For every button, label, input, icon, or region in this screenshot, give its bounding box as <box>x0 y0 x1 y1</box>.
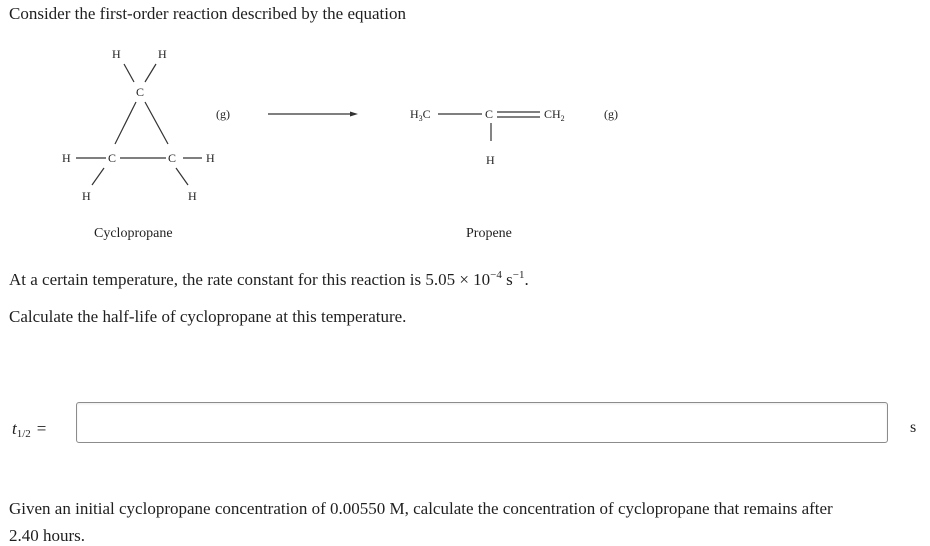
rate-unit-exponent: −1 <box>512 269 525 281</box>
atom-c: C <box>168 151 177 165</box>
half-life-symbol: t <box>12 419 17 438</box>
half-life-subscript: 1/2 <box>16 428 31 440</box>
rate-prefix: At a certain temperature, the rate constant for this reaction is 5.05 × 10 <box>9 270 491 289</box>
half-life-input[interactable] <box>76 402 888 443</box>
propene-structure <box>410 107 618 167</box>
product-phase: (g) <box>604 107 618 121</box>
reactant-phase: (g) <box>216 107 230 121</box>
atom-h: H <box>112 47 121 61</box>
atom-h: H <box>206 151 215 165</box>
rate-constant-text <box>9 270 529 290</box>
product-name: Propene <box>466 226 512 241</box>
concentration-question: Given an initial cyclopropane concentration of 0.00550 M, calculate the concentration of cyclopropane that remains after <box>9 499 833 518</box>
atom-h: H <box>188 189 197 203</box>
atom-c: C <box>136 85 145 99</box>
equals-sign: = <box>36 419 47 438</box>
propene-ch3: $H_3C$ <box>410 107 431 123</box>
reaction-diagram <box>0 40 700 250</box>
atom-h: H <box>158 47 167 61</box>
half-life-question: Calculate the half-life of cyclopropane at this temperature. <box>9 307 407 326</box>
half-life-unit: s <box>910 419 917 436</box>
rate-exponent: −4 <box>490 269 502 281</box>
cyclopropane-structure <box>76 64 202 185</box>
atom-h: H <box>82 189 91 203</box>
rate-suffix: . <box>524 270 529 289</box>
intro-text: Consider the first-order reaction described by the equation <box>9 4 407 23</box>
propene-ch2: $CH_2$ <box>544 107 565 123</box>
rate-unit: s <box>501 270 513 289</box>
reaction-arrow <box>268 112 358 117</box>
half-life-label <box>12 419 46 440</box>
concentration-question-cont: 2.40 hours. <box>9 526 86 545</box>
atom-c: C <box>485 107 494 121</box>
reactant-name: Cyclopropane <box>94 226 173 241</box>
atom-h: H <box>62 151 71 165</box>
atom-h: H <box>486 153 495 167</box>
atom-c: C <box>108 151 117 165</box>
